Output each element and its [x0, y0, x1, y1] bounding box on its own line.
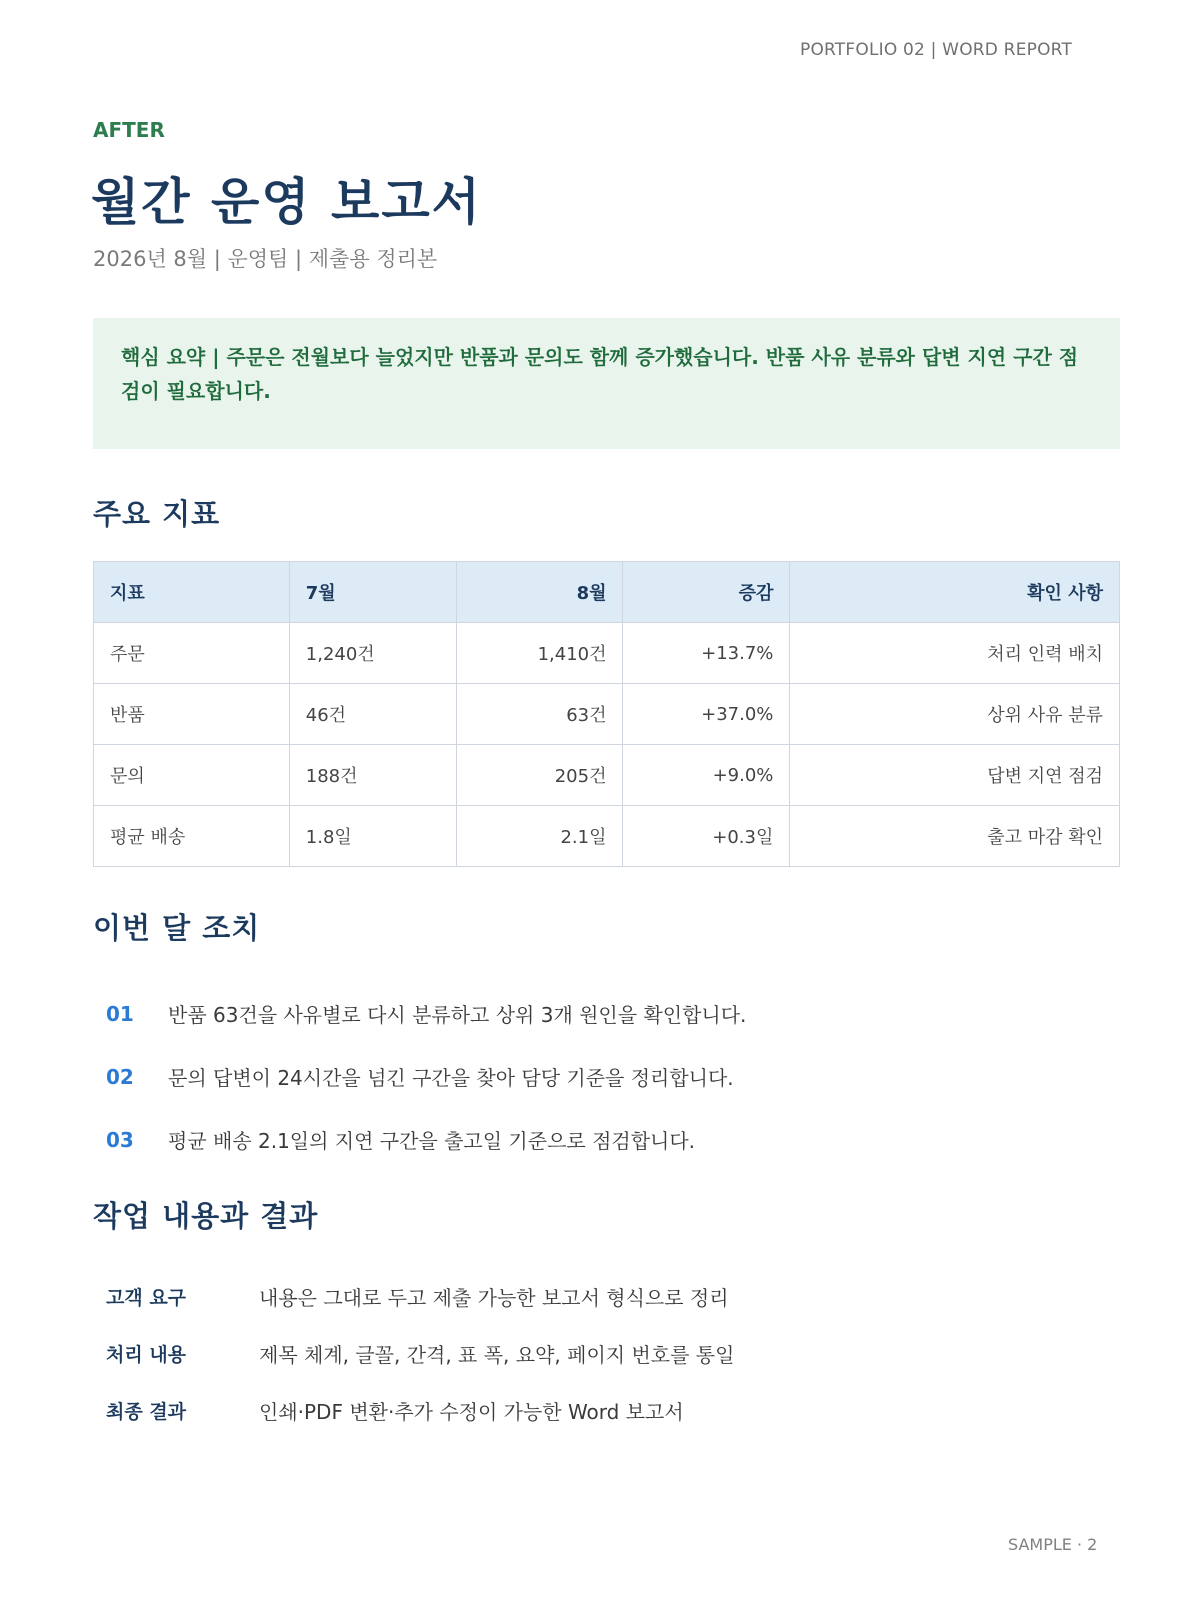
result-key: 고객 요구: [106, 1287, 187, 1309]
table-cell: 63건: [456, 684, 623, 745]
table-cell: 문의: [94, 745, 290, 806]
result-value: 제목 체계, 글꼴, 간격, 표 폭, 요약, 페이지 번호를 통일: [259, 1343, 735, 1367]
action-number: 03: [106, 1127, 134, 1152]
page-title: 월간 운영 보고서: [91, 173, 482, 231]
list-item: [106, 982, 1106, 1045]
portfolio-header-label: PORTFOLIO 02 | WORD REPORT: [800, 40, 1073, 60]
table-cell: 평균 배송: [94, 806, 290, 867]
table-cell: 출고 마감 확인: [790, 806, 1120, 867]
action-number: 02: [106, 1064, 134, 1089]
table-cell: 46건: [289, 684, 456, 745]
results-list: [106, 1268, 1106, 1439]
table-cell: +0.3일: [623, 806, 790, 867]
action-text: 평균 배송 2.1일의 지연 구간을 출고일 기준으로 점검합니다.: [168, 1129, 696, 1153]
table-cell: 답변 지연 점검: [790, 745, 1120, 806]
table-cell: 주문: [94, 623, 290, 684]
results-heading: 작업 내용과 결과: [93, 1199, 319, 1233]
summary-box: [93, 318, 1120, 449]
table-cell: 2.1일: [456, 806, 623, 867]
table-row: [94, 623, 1120, 684]
action-number: 01: [106, 1001, 134, 1026]
table-cell: 188건: [289, 745, 456, 806]
table-cell: +13.7%: [623, 623, 790, 684]
eyebrow-label: AFTER: [93, 118, 165, 142]
page-subtitle: 2026년 8월 | 운영팀 | 제출용 정리본: [93, 247, 438, 271]
list-item: [106, 1382, 1106, 1439]
table-row: [94, 684, 1120, 745]
action-text: 문의 답변이 24시간을 넘긴 구간을 찾아 담당 기준을 정리합니다.: [168, 1066, 734, 1090]
table-header-row: [94, 562, 1120, 623]
list-item: [106, 1268, 1106, 1325]
result-value: 인쇄·PDF 변환·추가 수정이 가능한 Word 보고서: [259, 1400, 684, 1424]
actions-heading: 이번 달 조치: [93, 911, 261, 945]
table-cell: 처리 인력 배치: [790, 623, 1120, 684]
result-key: 처리 내용: [106, 1344, 187, 1366]
metrics-heading: 주요 지표: [93, 497, 221, 531]
table-cell: 반품: [94, 684, 290, 745]
column-header: 확인 사항: [790, 562, 1120, 623]
table-cell: 205건: [456, 745, 623, 806]
result-value: 내용은 그대로 두고 제출 가능한 보고서 형식으로 정리: [259, 1286, 729, 1310]
list-item: [106, 1045, 1106, 1108]
action-text: 반품 63건을 사유별로 다시 분류하고 상위 3개 원인을 확인합니다.: [168, 1003, 747, 1027]
metrics-table: [93, 561, 1120, 867]
column-header: 지표: [94, 562, 290, 623]
table-cell: +37.0%: [623, 684, 790, 745]
table-cell: 1,410건: [456, 623, 623, 684]
table-cell: 1,240건: [289, 623, 456, 684]
table-row: [94, 745, 1120, 806]
summary-text: 핵심 요약 | 주문은 전월보다 늘었지만 반품과 문의도 함께 증가했습니다. 반품 사유 분류와 답변 지연 구간 점검이 필요합니다.: [121, 345, 1079, 403]
column-header: 증감: [623, 562, 790, 623]
actions-list: [106, 982, 1106, 1171]
result-key: 최종 결과: [106, 1401, 187, 1423]
table-cell: 1.8일: [289, 806, 456, 867]
list-item: [106, 1325, 1106, 1382]
page-footer: SAMPLE · 2: [1008, 1535, 1098, 1554]
list-item: [106, 1108, 1106, 1171]
table-cell: 상위 사유 분류: [790, 684, 1120, 745]
table-row: [94, 806, 1120, 867]
table-cell: +9.0%: [623, 745, 790, 806]
column-header: 8월: [456, 562, 623, 623]
column-header: 7월: [289, 562, 456, 623]
